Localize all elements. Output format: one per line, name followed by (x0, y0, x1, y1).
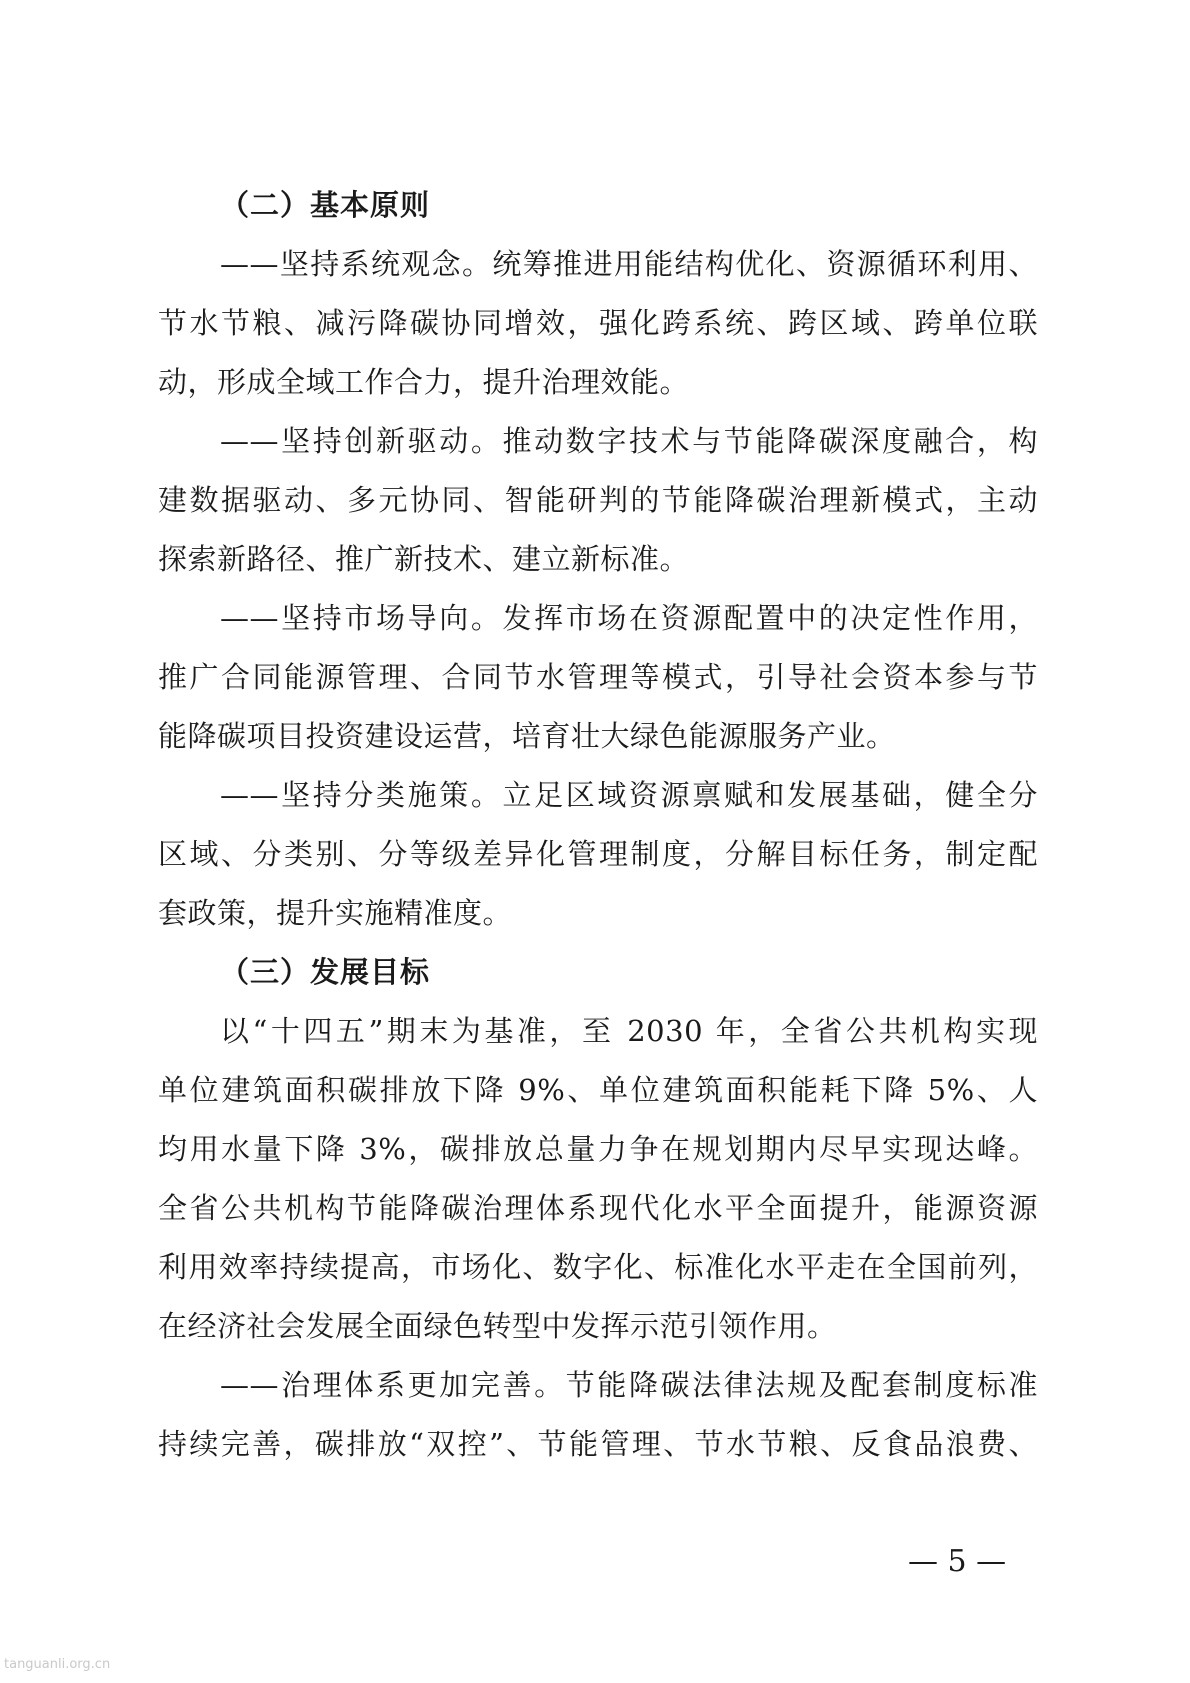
paragraph-line: 区域、分类别、分等级差异化管理制度，分解目标任务，制定配 (158, 837, 1038, 871)
paragraph-line: ——治理体系更加完善。节能降碳法律法规及配套制度标准 (220, 1368, 1038, 1402)
section-heading: （二）基本原则 (220, 188, 431, 222)
paragraph-line: 以“十四五”期末为基准，至 2030 年，全省公共机构实现 (220, 1014, 1038, 1048)
document-body (158, 176, 1038, 1474)
paragraph-line: 动，形成全域工作合力，提升治理效能。 (158, 365, 690, 399)
paragraph-line: ——坚持分类施策。立足区域资源禀赋和发展基础，健全分 (220, 778, 1038, 812)
paragraph-line: 利用效率持续提高，市场化、数字化、标准化水平走在全国前列， (158, 1250, 1038, 1284)
paragraph-line: 能降碳项目投资建设运营，培育壮大绿色能源服务产业。 (158, 719, 896, 753)
paragraph-line: 探索新路径、推广新技术、建立新标准。 (158, 542, 690, 576)
watermark-text: tanguanli.org.cn (4, 1657, 111, 1672)
paragraph-line: 节水节粮、减污降碳协同增效，强化跨系统、跨区域、跨单位联 (158, 306, 1038, 340)
paragraph-line: ——坚持市场导向。发挥市场在资源配置中的决定性作用， (220, 601, 1038, 635)
paragraph-line: 建数据驱动、多元协同、智能研判的节能降碳治理新模式，主动 (158, 483, 1038, 517)
paragraph-line: 持续完善，碳排放“双控”、节能管理、节水节粮、反食品浪费、 (158, 1427, 1038, 1461)
section-heading: （三）发展目标 (220, 955, 431, 989)
paragraph-line: 单位建筑面积碳排放下降 9%、单位建筑面积能耗下降 5%、人 (158, 1073, 1038, 1107)
paragraph-line: 在经济社会发展全面绿色转型中发挥示范引领作用。 (158, 1309, 837, 1343)
paragraph-line: ——坚持系统观念。统筹推进用能结构优化、资源循环利用、 (220, 247, 1038, 281)
paragraph-line: 全省公共机构节能降碳治理体系现代化水平全面提升，能源资源 (158, 1191, 1038, 1225)
paragraph-line: 推广合同能源管理、合同节水管理等模式，引导社会资本参与节 (158, 660, 1038, 694)
paragraph-line: ——坚持创新驱动。推动数字技术与节能降碳深度融合，构 (220, 424, 1038, 458)
page-number: — 5 — (908, 1544, 1007, 1579)
paragraph-line: 均用水量下降 3%，碳排放总量力争在规划期内尽早实现达峰。 (158, 1132, 1038, 1166)
paragraph-line: 套政策，提升实施精准度。 (158, 896, 513, 930)
